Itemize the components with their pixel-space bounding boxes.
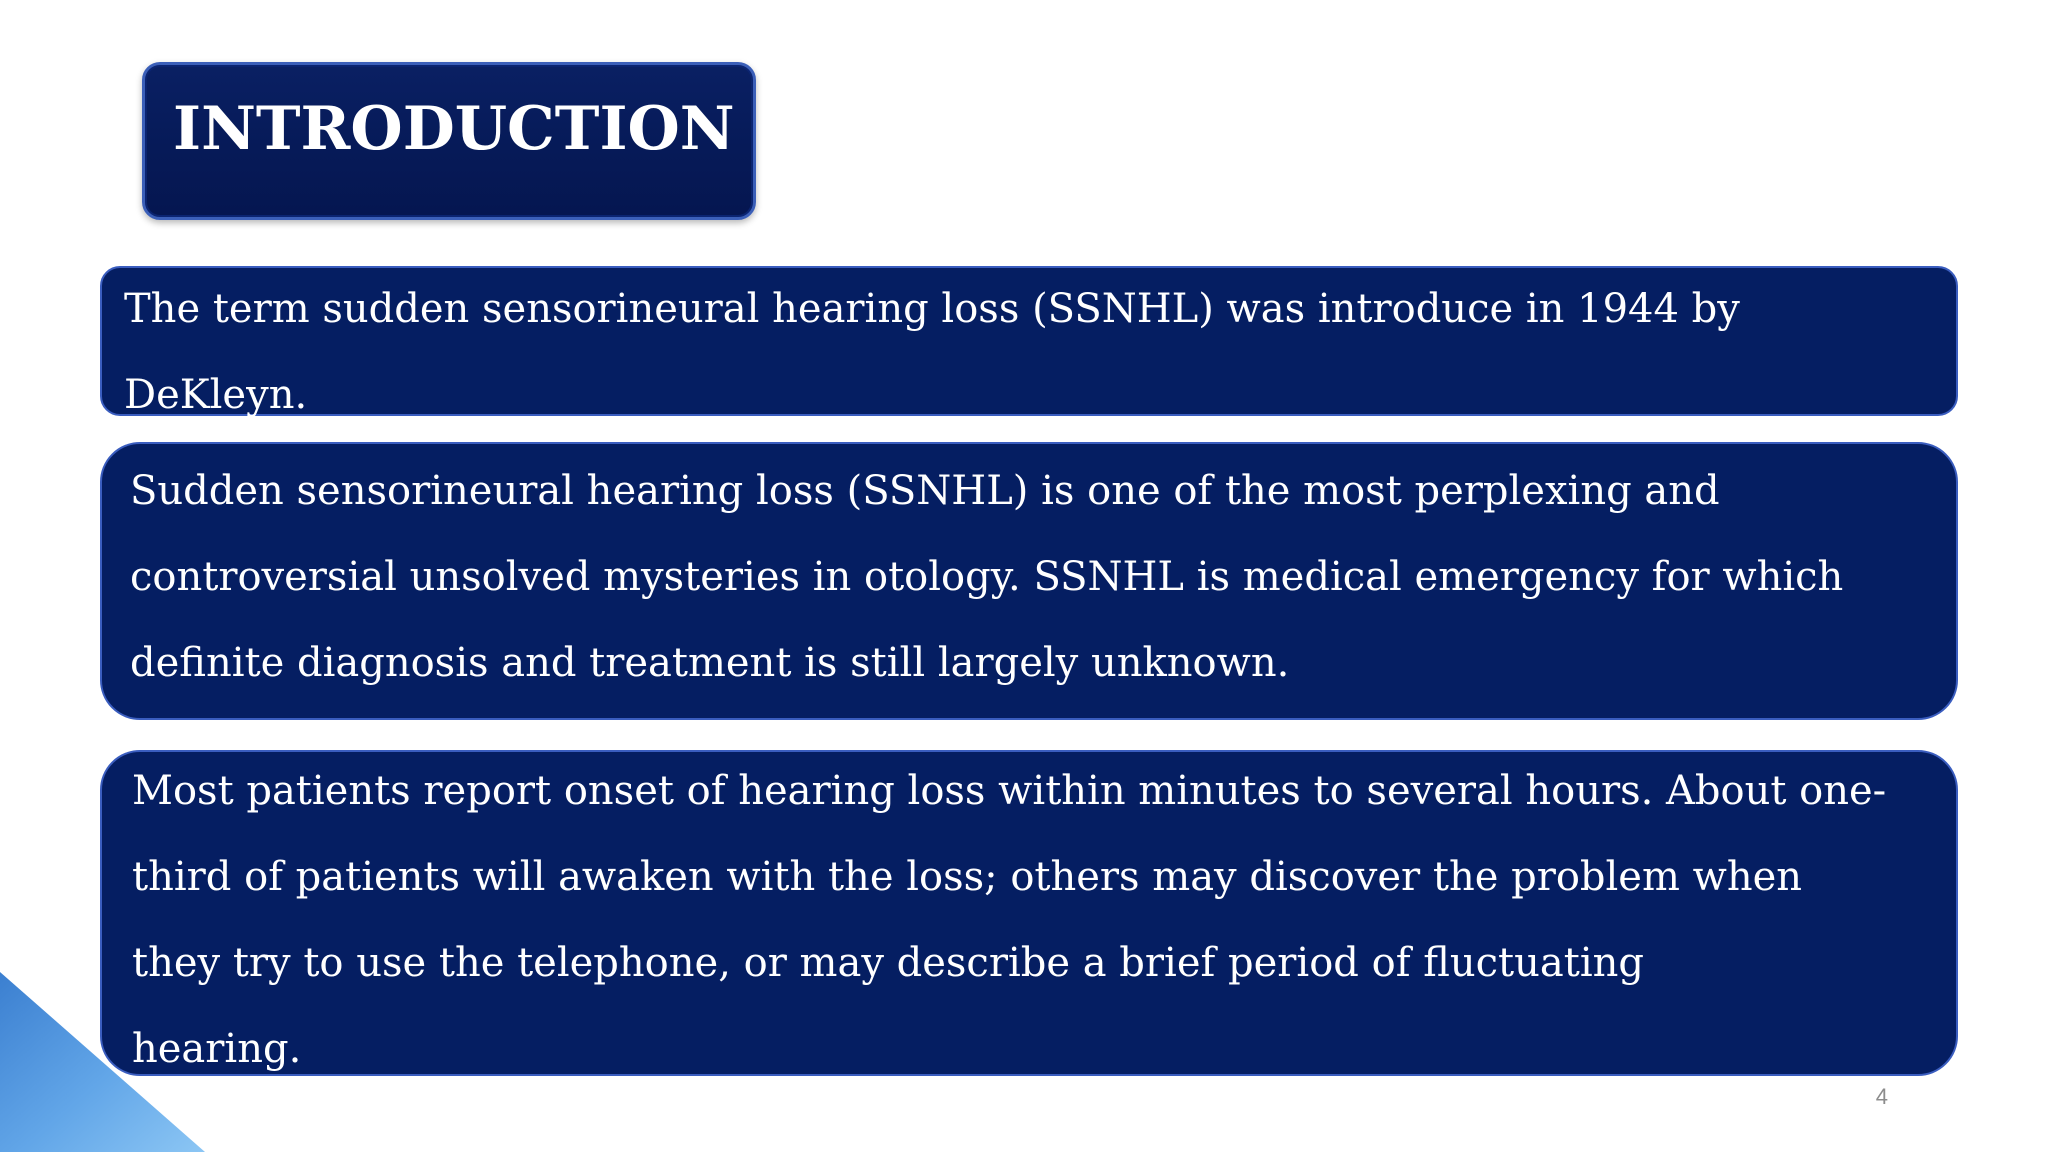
paragraph-text-1: The term sudden sensorineural hearing loss (SSNHL) was introduce in 1944 by DeKleyn. [124, 286, 1740, 418]
title-banner [142, 62, 756, 220]
paragraph-box-2 [100, 442, 1958, 720]
paragraph-box-3 [100, 750, 1958, 1076]
paragraph-text-2: Sudden sensorineural hearing loss (SSNHL) is one of the most perplexing and controversial unsolved mysteries in otology. SSNHL is medical emergency for which definite diagnosis and treatment is still largely unknown. [130, 468, 1844, 686]
page-number: 4 [1875, 1084, 1888, 1109]
paragraph-box-1 [100, 266, 1958, 416]
paragraph-text-3: Most patients report onset of hearing loss within minutes to several hours. About one- third of patients will awaken with the loss; others may discover the problem when they try to use the telephone, or may describe a brief period of fluctuating hearing. [132, 768, 1887, 1072]
slide-title: INTRODUCTION [173, 94, 735, 164]
